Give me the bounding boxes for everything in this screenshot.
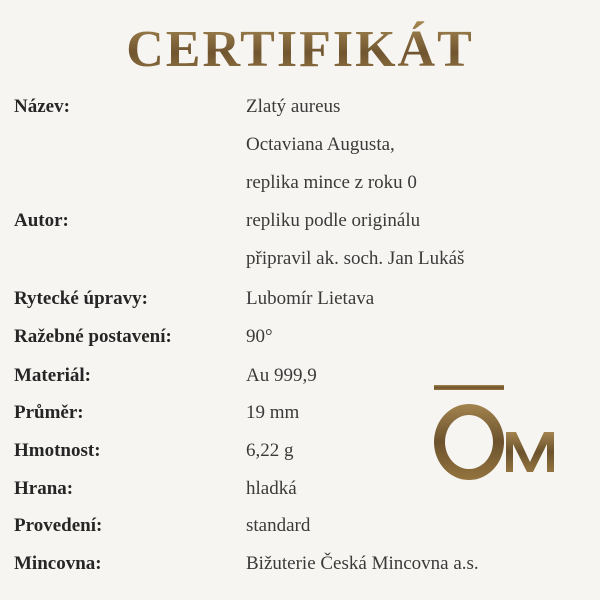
field-value-autor-line2: připravil ak. soch. Jan Lukáš bbox=[246, 248, 465, 269]
logo-bar bbox=[434, 385, 504, 390]
logo-letter-m bbox=[506, 432, 554, 472]
ceska-mincovna-logo bbox=[420, 380, 580, 490]
field-value-nazev-line3: replika mince z roku 0 bbox=[246, 172, 417, 193]
field-label-rytecke-upravy: Rytecké úpravy: bbox=[14, 288, 148, 309]
field-value-provedeni: standard bbox=[246, 515, 311, 536]
field-label-mincovna: Mincovna: bbox=[14, 553, 102, 574]
field-value-hrana: hladká bbox=[246, 478, 297, 499]
field-label-nazev: Název: bbox=[14, 96, 70, 117]
field-value-rytecke-upravy: Lubomír Lietava bbox=[246, 288, 375, 309]
logo-ring bbox=[434, 404, 504, 480]
field-label-autor: Autor: bbox=[14, 210, 69, 231]
field-value-razebne-postaveni: 90° bbox=[246, 326, 273, 347]
field-label-hrana: Hrana: bbox=[14, 478, 74, 499]
field-value-material: Au 999,9 bbox=[246, 365, 317, 386]
field-label-prumer: Průměr: bbox=[14, 402, 84, 423]
field-label-razebne-postaveni: Ražebné postavení: bbox=[14, 326, 172, 347]
field-value-nazev-line1: Zlatý aureus bbox=[246, 96, 341, 117]
field-value-autor-line1: repliku podle originálu bbox=[246, 210, 421, 231]
certificate-title: CERTIFIKÁT bbox=[0, 20, 600, 80]
field-value-hmotnost: 6,22 g bbox=[246, 440, 294, 461]
field-label-material: Materiál: bbox=[14, 365, 92, 386]
field-value-nazev-line2: Octaviana Augusta, bbox=[246, 134, 395, 155]
field-label-provedeni: Provedení: bbox=[14, 515, 103, 536]
field-value-mincovna: Bižuterie Česká Mincovna a.s. bbox=[246, 553, 479, 574]
field-label-hmotnost: Hmotnost: bbox=[14, 440, 101, 461]
field-value-prumer: 19 mm bbox=[246, 402, 300, 423]
